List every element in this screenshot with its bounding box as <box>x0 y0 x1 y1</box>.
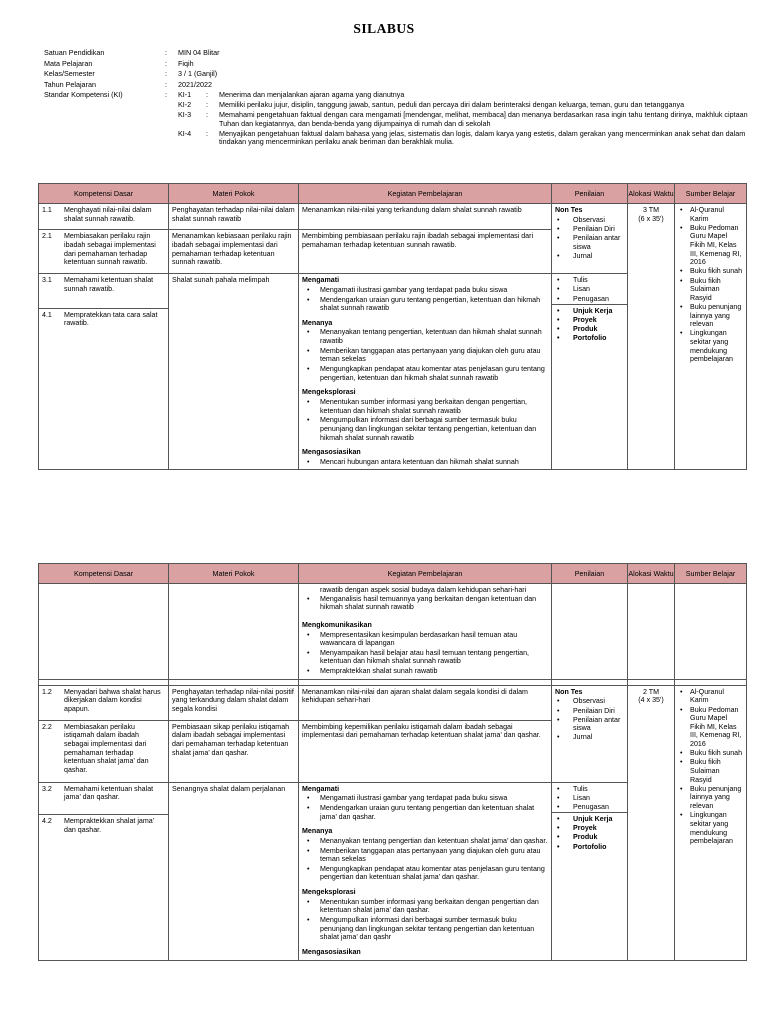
header-kegiatan: Kegiatan Pembelajaran <box>299 564 552 584</box>
sumber-cell <box>675 204 747 470</box>
alokasi-cell: 2 TM (4 x 35') <box>628 685 675 960</box>
alokasi-cell: 3 TM (6 x 35') <box>628 204 675 470</box>
materi-cell: Penghayatan terhadap nilai-nilai dalam shalat sunnah rawatib <box>169 204 299 230</box>
ki-item: KI-2 : Memiliki perilaku jujur, disiplin, tanggung jawab, santun, peduli dan percaya diri dalam berinteraksi dengan keluarga, teman, guru dan tetangganya <box>178 100 685 110</box>
info-value: 3 / 1 (Ganjil) <box>178 69 218 79</box>
materi-cell: Pembiasaan sikap perilaku istiqamah dalam ibadah sebagai implementasi dari pemahaman terhadap ketentuan shalat jama’ dan qashar. <box>169 720 299 782</box>
kd-cell: 2.1 Membiasakan perilaku rajin ibadah sebagai implementasi dari pemahaman terhadap ketentuan sunnah rawatib. <box>39 230 169 274</box>
info-label: Satuan Pendidikan <box>44 48 105 57</box>
header-sumber: Sumber Belajar <box>675 184 747 204</box>
penilaian-tes-list: • Tulis • Lisan • Penugasan <box>555 276 624 303</box>
header-penilaian: Penilaian <box>552 184 628 204</box>
header-alokasi: Alokasi Waktu <box>628 564 675 584</box>
penilaian-cell <box>552 274 628 470</box>
table-row <box>39 685 747 720</box>
materi-cell: Menanamkan kebiasaan perilaku rajin ibadah sebagai implementasi dari pemahaman terhadap ketentuan sunnah rawatib. <box>169 230 299 274</box>
penilaian-cell: Non Tes • Observasi • Penilaian Diri • Penilaian antar siswa • Jurnal <box>552 685 628 782</box>
penilaian-cell <box>552 204 628 274</box>
info-label: Mata Pelajaran <box>44 58 93 68</box>
kd-cell: 3.2 Memahami ketentuan shalat jama’ dan qashar. 4.2 Mempraktekkan shalat jama’ dan qashar. <box>39 782 169 960</box>
syllabus-table-1 <box>38 183 747 470</box>
ki-item: KI-4 : Menyajikan pengetahuan faktual dalam bahasa yang jelas, sistematis dan logis, dalam karya yang estetis, dalam gerakan yang mencerminkan anak sehat dan dalam tindakan yang mencerminkan perilaku anak beriman dan berakhlak mulia. <box>178 128 746 147</box>
kegiatan-cell: Menanamkan nilai-nilai dan ajaran shalat dalam segala kondisi di dalam kehidupan sehari-hari <box>299 685 552 720</box>
penilaian-nontes-list: • Observasi • Penilaian Diri • Penilaian antar siswa • Jurnal <box>555 216 624 261</box>
info-value: Fiqih <box>178 58 194 68</box>
info-row-kelas <box>44 70 754 81</box>
table-row <box>39 204 747 230</box>
ki-list <box>178 91 754 148</box>
info-row-satuan <box>44 49 754 60</box>
info-colon: : <box>165 58 167 68</box>
header-penilaian: Penilaian <box>552 564 628 584</box>
info-value: MIN 04 Blitar <box>178 48 220 57</box>
kd-cell: 3.1 Memahami ketentuan shalat sunnah rawatib. 4.1 Mempratekkan tata cara salat rawatib. <box>39 274 169 470</box>
sumber-cell: • Al-Quranul Karim • Buku Pedoman Guru Mapel Fikih MI, Kelas III, Kemenag RI, 2016 • Buku fikih sunah • Buku fikih Sulaiman Rasyid • Buku penunjang lainnya yang relevan • Lingkungan sekitar yang mendukung pembelajaran <box>675 685 747 960</box>
materi-cell: Senangnya shalat dalam perjalanan <box>169 782 299 960</box>
header-materi: Materi Pokok <box>169 564 299 584</box>
header-kegiatan: Kegiatan Pembelajaran <box>299 184 552 204</box>
kd-cell: 1.2 Menyadari bahwa shalat harus dikerjakan dalam kondisi apapun. <box>39 685 169 720</box>
header-materi: Materi Pokok <box>169 184 299 204</box>
penilaian-cell: • Tulis • Lisan • Penugasan • Unjuk Kerja • Proyek • Produk • Portofolio <box>552 782 628 960</box>
table-header-row <box>39 564 747 584</box>
info-label: Tahun Pelajaran <box>44 79 96 89</box>
header-alokasi: Alokasi Waktu <box>628 184 675 204</box>
table-row <box>39 584 747 680</box>
table-header-row <box>39 184 747 204</box>
kegiatan-cell: Mengamati • Mengamati ilustrasi gambar yang terdapat pada buku siswa • Mendengarkan uraian guru tentang pengertian, ketentuan dan hikmah shalat sunnah rawatib Menanya • Menanyakan tentang pengertian, ketentuan dan hikmah shalat sunnah rawatib • Memberikan tanggapan atas pertanyaan yang diajukan oleh guru atau teman sekelas • Mengungkapkan pendapat atau komentar atas penjelasan guru tentang pengertian, ketentuan dan hikmah shalat sunnah rawatib Mengeksplorasi • Menentukan sumber informasi yang berkaitan dengan pengertian, ketentuan dan hikmah shalat sunnah rawatib • Mengumpulkan informasi dari berbagai sumber termasuk buku penunjang dan lingkungan sekitar tentang pengertian, ketentuan dan hikmah shalat sunnah rawatib Mengasosiasikan • Mencari hubungan antara ketentuan dan hikmah shalat sunnah <box>299 274 552 470</box>
ki-item: KI-1 : Menerima dan menjalankan ajaran agama yang dianutnya <box>178 90 405 100</box>
info-colon: : <box>165 90 167 100</box>
syllabus-table-2 <box>38 563 747 961</box>
kegiatan-cell: Membimbing pembiasaan perilaku rajin ibadah sebagai implementasi dari pemahaman terhadap ketentuan sunnah rawatib. <box>299 230 552 274</box>
info-colon: : <box>165 69 167 79</box>
info-colon: : <box>165 79 167 89</box>
sumber-list: • Al-Quranul Karim • Buku Pedoman Guru Mapel Fikih MI, Kelas III, Kemenag RI, 2016 • Buku fikih sunah • Buku fikih Sulaiman Rasyid • Buku penunjang lainnya yang relevan • Lingkungan sekitar yang mendukung pembelajaran <box>678 206 743 364</box>
info-row-standar <box>44 91 754 148</box>
kd-cell: 1.1 Menghayati nilai-nilai dalam shalat sunnah rawatib. <box>39 204 169 230</box>
kegiatan-cell: rawatib dengan aspek sosial budaya dalam kehidupan sehari-hari • Menganalisis hasil temuannya yang berkaitan dengan ketentuan dan hikmah shalat sunnah rawatib Mengkomunikasikan • Mempresentasikan kesimpulan berdasarkan hasil temuan atau wawancara di lapangan • Menyampaikan hasil belajar atau hasil temuan tentang pengertian, ketentuan dan hikmah shalat sunnah rawatib • Mempraktekkan shalat sunah rawatib <box>299 584 552 680</box>
header-sumber: Sumber Belajar <box>675 564 747 584</box>
kegiatan-cell: Menanamkan nilai-nilai yang terkandung dalam shalat sunnah rawatib <box>299 204 552 230</box>
kegiatan-cell: Mengamati • Mengamati ilustrasi gambar yang terdapat pada buku siswa • Mendengarkan uraian guru tentang pengertian dan ketentuan shalat jama’ dan qashar. Menanya • Menanyakan tentang pengertian dan ketentuan shalat jama’ dan qashar. • Memberikan tanggapan atas pertanyaan yang diajukan oleh guru atau teman sekelas • Mengungkapkan pendapat atau komentar atas penjelasan guru tentang pengertian dan ketentuan shalat jama’ dan qashar. Mengeksplorasi • Menentukan sumber informasi yang berkaitan dengan pengertian dan ketentuan shalat jama’ dan qashar. • Mengumpulkan informasi dari berbagai sumber termasuk buku penunjang dan lingkungan sekitar tentang pengertian dan ketentuan shalat jama’ dan qashr Mengasosiasikan <box>299 782 552 960</box>
header-kd: Kompetensi Dasar <box>39 184 169 204</box>
ki-item: KI-3 : Memahami pengetahuan faktual dengan cara mengamati [mendengar, melihat, membaca] dan menanya berdasarkan rasa ingin tahu tentang dirinya, makhluk ciptaan Tuhan dan kegiatannya, dan benda-benda yang dijumpainya di rumah dan di sekolah <box>178 109 748 128</box>
kegiatan-cell: Membimbing kepemilikan perilaku istiqamah dalam ibadah sebagai implementasi dari pemahaman terhadap ketentuan shalat jama’ dan qashar. <box>299 720 552 782</box>
info-label: Standar Kompetensi (KI) <box>44 90 123 100</box>
header-kd: Kompetensi Dasar <box>39 564 169 584</box>
info-colon: : <box>165 48 167 57</box>
materi-cell: Penghayatan terhadap nilai-nilai positif yang terkandung dalam shalat dalam segala kondisi <box>169 685 299 720</box>
info-row-mapel <box>44 60 754 71</box>
identity-section <box>44 49 754 148</box>
info-value: 2021/2022 <box>178 79 212 89</box>
kd-cell: 2.2 Membiasakan perilaku istiqamah dalam ibadah sebagai implementasi dari pemahaman terhadap ketentuan shalat jama’ dan qashar. <box>39 720 169 782</box>
page-title: SILABUS <box>353 21 415 36</box>
materi-cell: Shalat sunah pahala melimpah <box>169 274 299 470</box>
penilaian-unjuk-list: • Unjuk Kerja • Proyek • Produk • Portofolio <box>555 307 624 343</box>
penilaian-nontes-title: Non Tes <box>555 206 583 214</box>
info-label: Kelas/Semester <box>44 69 95 79</box>
